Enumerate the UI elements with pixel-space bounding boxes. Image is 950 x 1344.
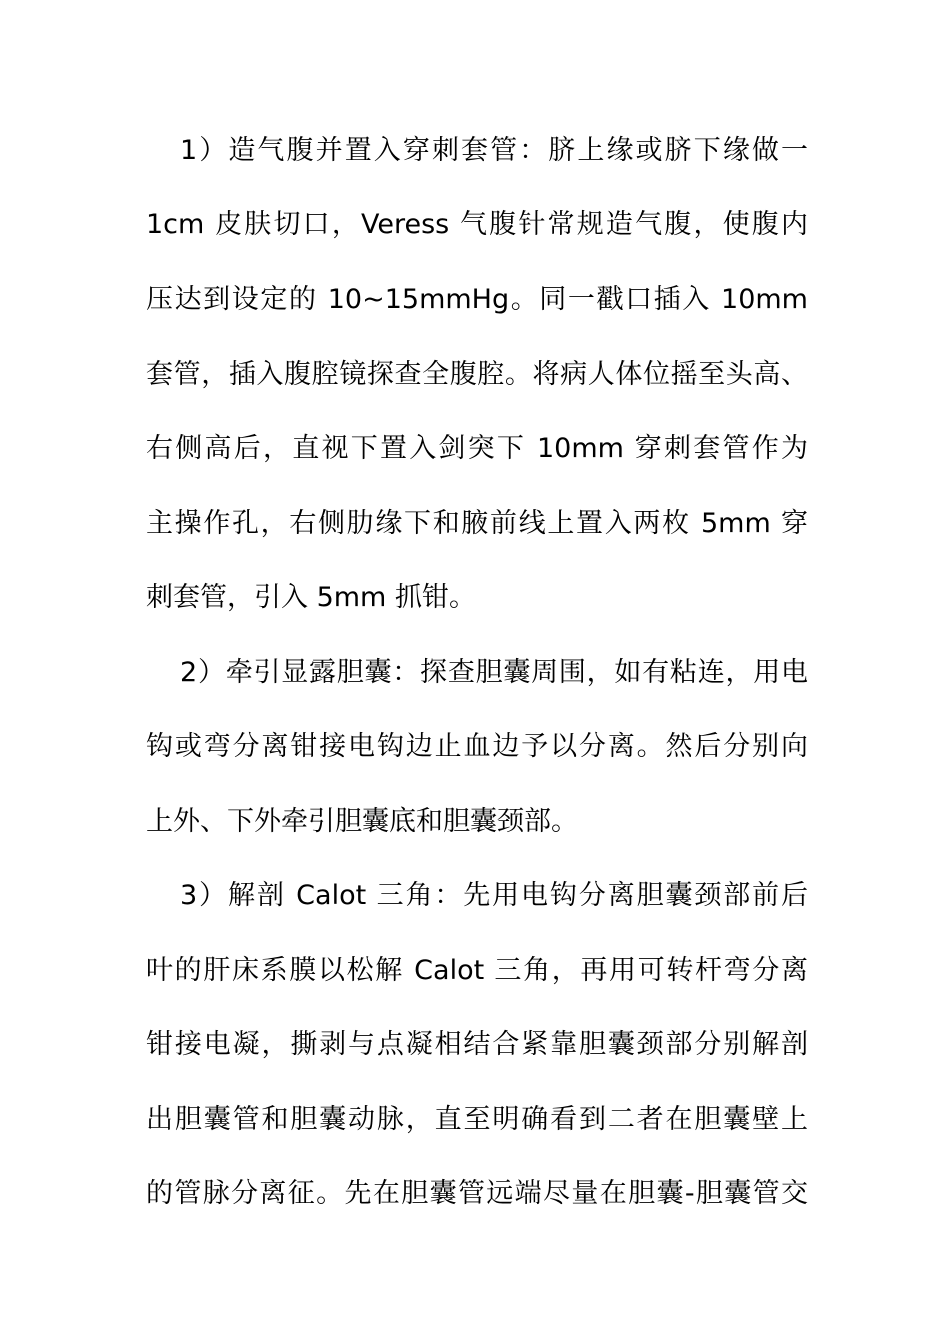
paragraph-1-line-3: 压达到设定的 10~15mmHg。同一戳口插入 10mm [146,284,808,315]
paragraph-1-line-5: 右侧高后，直视下置入剑突下 10mm 穿刺套管作为 [146,433,808,464]
paragraph-3-line-2: 叶的肝床系膜以松解 Calot 三角，再用可转杆弯分离 [146,955,808,986]
paragraph-2-line-3: 上外、下外牵引胆囊底和胆囊颈部。 [146,806,578,837]
paragraph-2-line-1: 2）牵引显露胆囊：探查胆囊周围，如有粘连，用电 [180,657,808,688]
paragraph-2-line-2: 钩或弯分离钳接电钩边止血边予以分离。然后分别向 [146,731,808,762]
paragraph-3-line-5: 的管脉分离征。先在胆囊管远端尽量在胆囊-胆囊管交 [146,1178,808,1209]
paragraph-3-line-4: 出胆囊管和胆囊动脉，直至明确看到二者在胆囊壁上 [146,1104,808,1135]
paragraph-3-line-3: 钳接电凝，撕剥与点凝相结合紧靠胆囊颈部分别解剖 [146,1029,808,1060]
paragraph-1-line-2: 1cm 皮肤切口，Veress 气腹针常规造气腹，使腹内 [146,209,808,240]
paragraph-1-line-1: 1）造气腹并置入穿刺套管：脐上缘或脐下缘做一 [180,135,808,166]
paragraph-1-line-6: 主操作孔，右侧肋缘下和腋前线上置入两枚 5mm 穿 [146,508,808,539]
paragraph-1-line-7: 刺套管，引入 5mm 抓钳。 [146,582,476,613]
paragraph-1-line-4: 套管，插入腹腔镜探查全腹腔。将病人体位摇至头高、 [146,359,808,390]
paragraph-3-line-1: 3）解剖 Calot 三角：先用电钩分离胆囊颈部前后 [180,880,808,911]
